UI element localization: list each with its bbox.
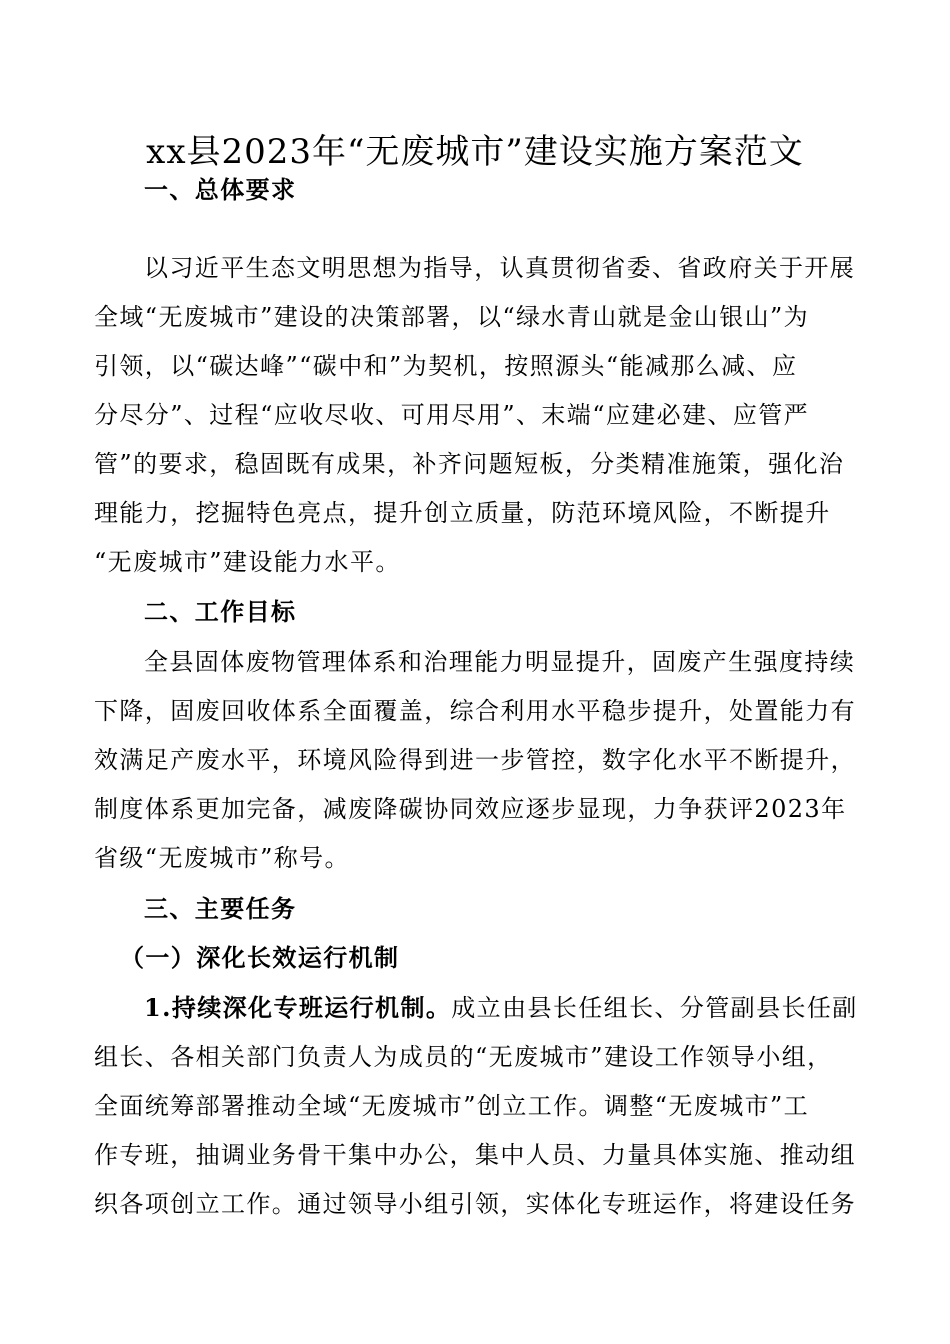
paragraph-line: 组长、各相关部门负责人为成员的“无废城市”建设工作领导小组， — [94, 1043, 833, 1071]
document-title: xx县2023年“无废城市”建设实施方案范文 — [146, 132, 804, 172]
paragraph-line: 省级“无废城市”称号。 — [94, 844, 350, 872]
item-lead: 1.持续深化专班运行机制。 — [144, 993, 452, 1022]
paragraph-line: 管”的要求，稳固既有成果，补齐问题短板，分类精准施策，强化治 — [94, 450, 845, 478]
paragraph-line: “无废城市”建设能力水平。 — [94, 548, 401, 576]
paragraph-line: 分尽分”、过程“应收尽收、可用尽用”、末端“应建必建、应管严 — [94, 401, 810, 429]
paragraph-line: 制度体系更加完备，减废降碳协同效应逐步显现，力争获评2023年 — [94, 795, 847, 823]
item-text: 成立由县长任组长、分管副县长任副 — [451, 994, 858, 1022]
section-heading-main-tasks: 三、主要任务 — [144, 895, 297, 923]
paragraph-line: 织各项创立工作。通过领导小组引领，实体化专班运作，将建设任务 — [94, 1190, 856, 1218]
paragraph-line: 全域“无废城市”建设的决策部署，以“绿水青山就是金山银山”为 — [94, 303, 810, 331]
paragraph-line: 效满足产废水平，环境风险得到进一步管控，数字化水平不断提升， — [94, 746, 856, 774]
paragraph-line: 全面统筹部署推动全域“无废城市”创立工作。调整“无废城市”工 — [94, 1092, 810, 1120]
subsection-heading: （一）深化长效运行机制 — [120, 943, 400, 972]
paragraph-line: 理能力，挖掘特色亮点，提升创立质量，防范环境风险，不断提升 — [94, 499, 831, 527]
paragraph-line: 全县固体废物管理体系和治理能力明显提升，固废产生强度持续 — [144, 648, 856, 676]
paragraph-line — [144, 988, 934, 1028]
section-heading-overall-requirements: 一、总体要求 — [144, 176, 297, 204]
paragraph-line: 下降，固废回收体系全面覆盖，综合利用水平稳步提升，处置能力有 — [94, 697, 856, 725]
section-heading-work-goals: 二、工作目标 — [144, 598, 297, 626]
paragraph-line: 作专班，抽调业务骨干集中办公，集中人员、力量具体实施、推动组 — [94, 1141, 856, 1169]
paragraph-line: 以习近平生态文明思想为指导，认真贯彻省委、省政府关于开展 — [144, 254, 856, 282]
paragraph-line: 引领，以“碳达峰”“碳中和”为契机，按照源头“能减那么减、应 — [94, 352, 798, 380]
